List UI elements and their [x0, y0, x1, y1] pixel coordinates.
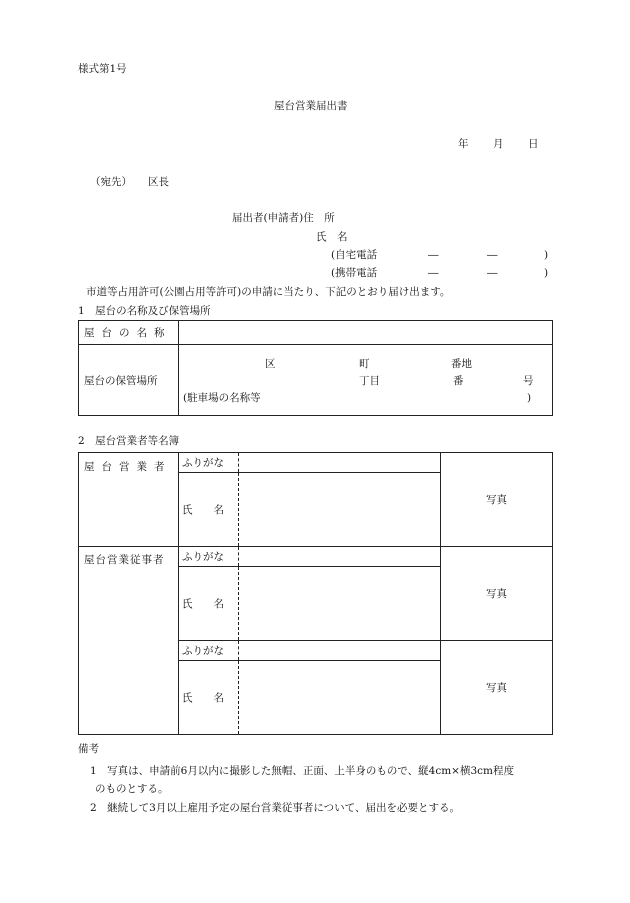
employee1-furigana-label-cell	[179, 547, 239, 567]
operator-name-label-cell	[179, 473, 239, 547]
section1-heading: 1 屋台の名称及び保管場所	[78, 305, 211, 317]
banchi-label: 番地	[451, 358, 472, 370]
operator-furigana-label-cell	[179, 453, 239, 473]
chome-label: 丁目	[359, 375, 380, 387]
operator-name-field[interactable]	[239, 473, 441, 547]
statement: 市道等占用許可(公園占用等許可)の申請に当たり、下記のとおり届け出ます。	[86, 286, 451, 298]
applicant-name-label: 氏 名	[316, 231, 348, 243]
operator-photo-box	[441, 453, 553, 547]
operator-furigana-label: ふりがな	[182, 457, 224, 469]
mobile-phone-dash-2: ―	[487, 267, 498, 279]
operator-label: 屋台営業者	[84, 461, 172, 473]
section1-table	[78, 320, 553, 416]
operator-furigana-field[interactable]	[239, 453, 441, 473]
home-phone-close: )	[544, 249, 549, 261]
parking-label: (駐車場の名称等	[183, 392, 261, 404]
employee1-furigana-label: ふりがな	[182, 551, 224, 563]
employee-label: 屋台営業従事者	[84, 554, 165, 566]
employee2-photo-label: 写真	[486, 682, 507, 694]
page-title: 屋台営業届出書	[274, 100, 348, 112]
home-phone-label: (自宅電話	[331, 249, 378, 261]
remark-1-line2: のものとする。	[95, 783, 169, 795]
section2-table	[78, 452, 553, 735]
home-phone-dash-1: ―	[428, 249, 439, 261]
applicant-address-label: 届出者(申請者)住 所	[232, 212, 335, 224]
employee2-name-field[interactable]	[239, 661, 441, 735]
employee2-furigana-field[interactable]	[239, 641, 441, 661]
operator-photo-label: 写真	[486, 494, 507, 506]
employee1-furigana-field[interactable]	[239, 547, 441, 567]
employee1-name-field[interactable]	[239, 567, 441, 641]
form-number: 様式第1号	[78, 63, 127, 75]
date-day: 日	[528, 138, 539, 150]
mobile-phone-label: (携帯電話	[331, 267, 378, 279]
operator-name-label: 氏 名	[182, 504, 224, 516]
employee2-name-label-cell	[179, 661, 239, 735]
shop-name-field[interactable]	[179, 321, 553, 345]
employee2-photo-box	[441, 641, 553, 735]
ku-label: 区	[265, 358, 276, 370]
employee2-furigana-label-cell	[179, 641, 239, 661]
remark-1-line1: 1 写真は、申請前6月以内に撮影した無帽、正面、上半身のもので、縦4cm×横3cm程度	[90, 765, 514, 777]
ban-label: 番	[453, 375, 464, 387]
mobile-phone-close: )	[544, 267, 549, 279]
employee1-name-label: 氏 名	[182, 598, 224, 610]
machi-label: 町	[359, 358, 370, 370]
home-phone-dash-2: ―	[487, 249, 498, 261]
storage-label-cell	[79, 345, 179, 416]
storage-field[interactable]	[179, 345, 553, 416]
employee1-name-label-cell	[179, 567, 239, 641]
date-month: 月	[493, 138, 504, 150]
storage-label: 屋台の保管場所	[84, 374, 158, 387]
section2-heading: 2 屋台営業者等名簿	[78, 435, 180, 447]
parking-close: )	[527, 392, 532, 404]
mobile-phone-dash-1: ―	[428, 267, 439, 279]
go-label: 号	[523, 375, 534, 387]
remark-2: 2 継続して3月以上雇用予定の屋台営業従事者について、届出を必要とする。	[90, 802, 460, 814]
employee1-photo-label: 写真	[486, 588, 507, 600]
employee2-name-label: 氏 名	[182, 692, 224, 704]
employee1-photo-box	[441, 547, 553, 641]
remarks-heading: 備考	[78, 743, 99, 755]
addressee-name: 区長	[148, 176, 169, 188]
shop-name-label-cell	[79, 321, 179, 345]
operator-label-cell	[79, 453, 179, 547]
shop-name-label: 屋台の名称	[84, 327, 172, 339]
date-year: 年	[458, 138, 469, 150]
addressee-prefix: （宛先）	[90, 176, 132, 188]
employee2-furigana-label: ふりがな	[182, 645, 224, 657]
employee-label-cell	[79, 547, 179, 735]
